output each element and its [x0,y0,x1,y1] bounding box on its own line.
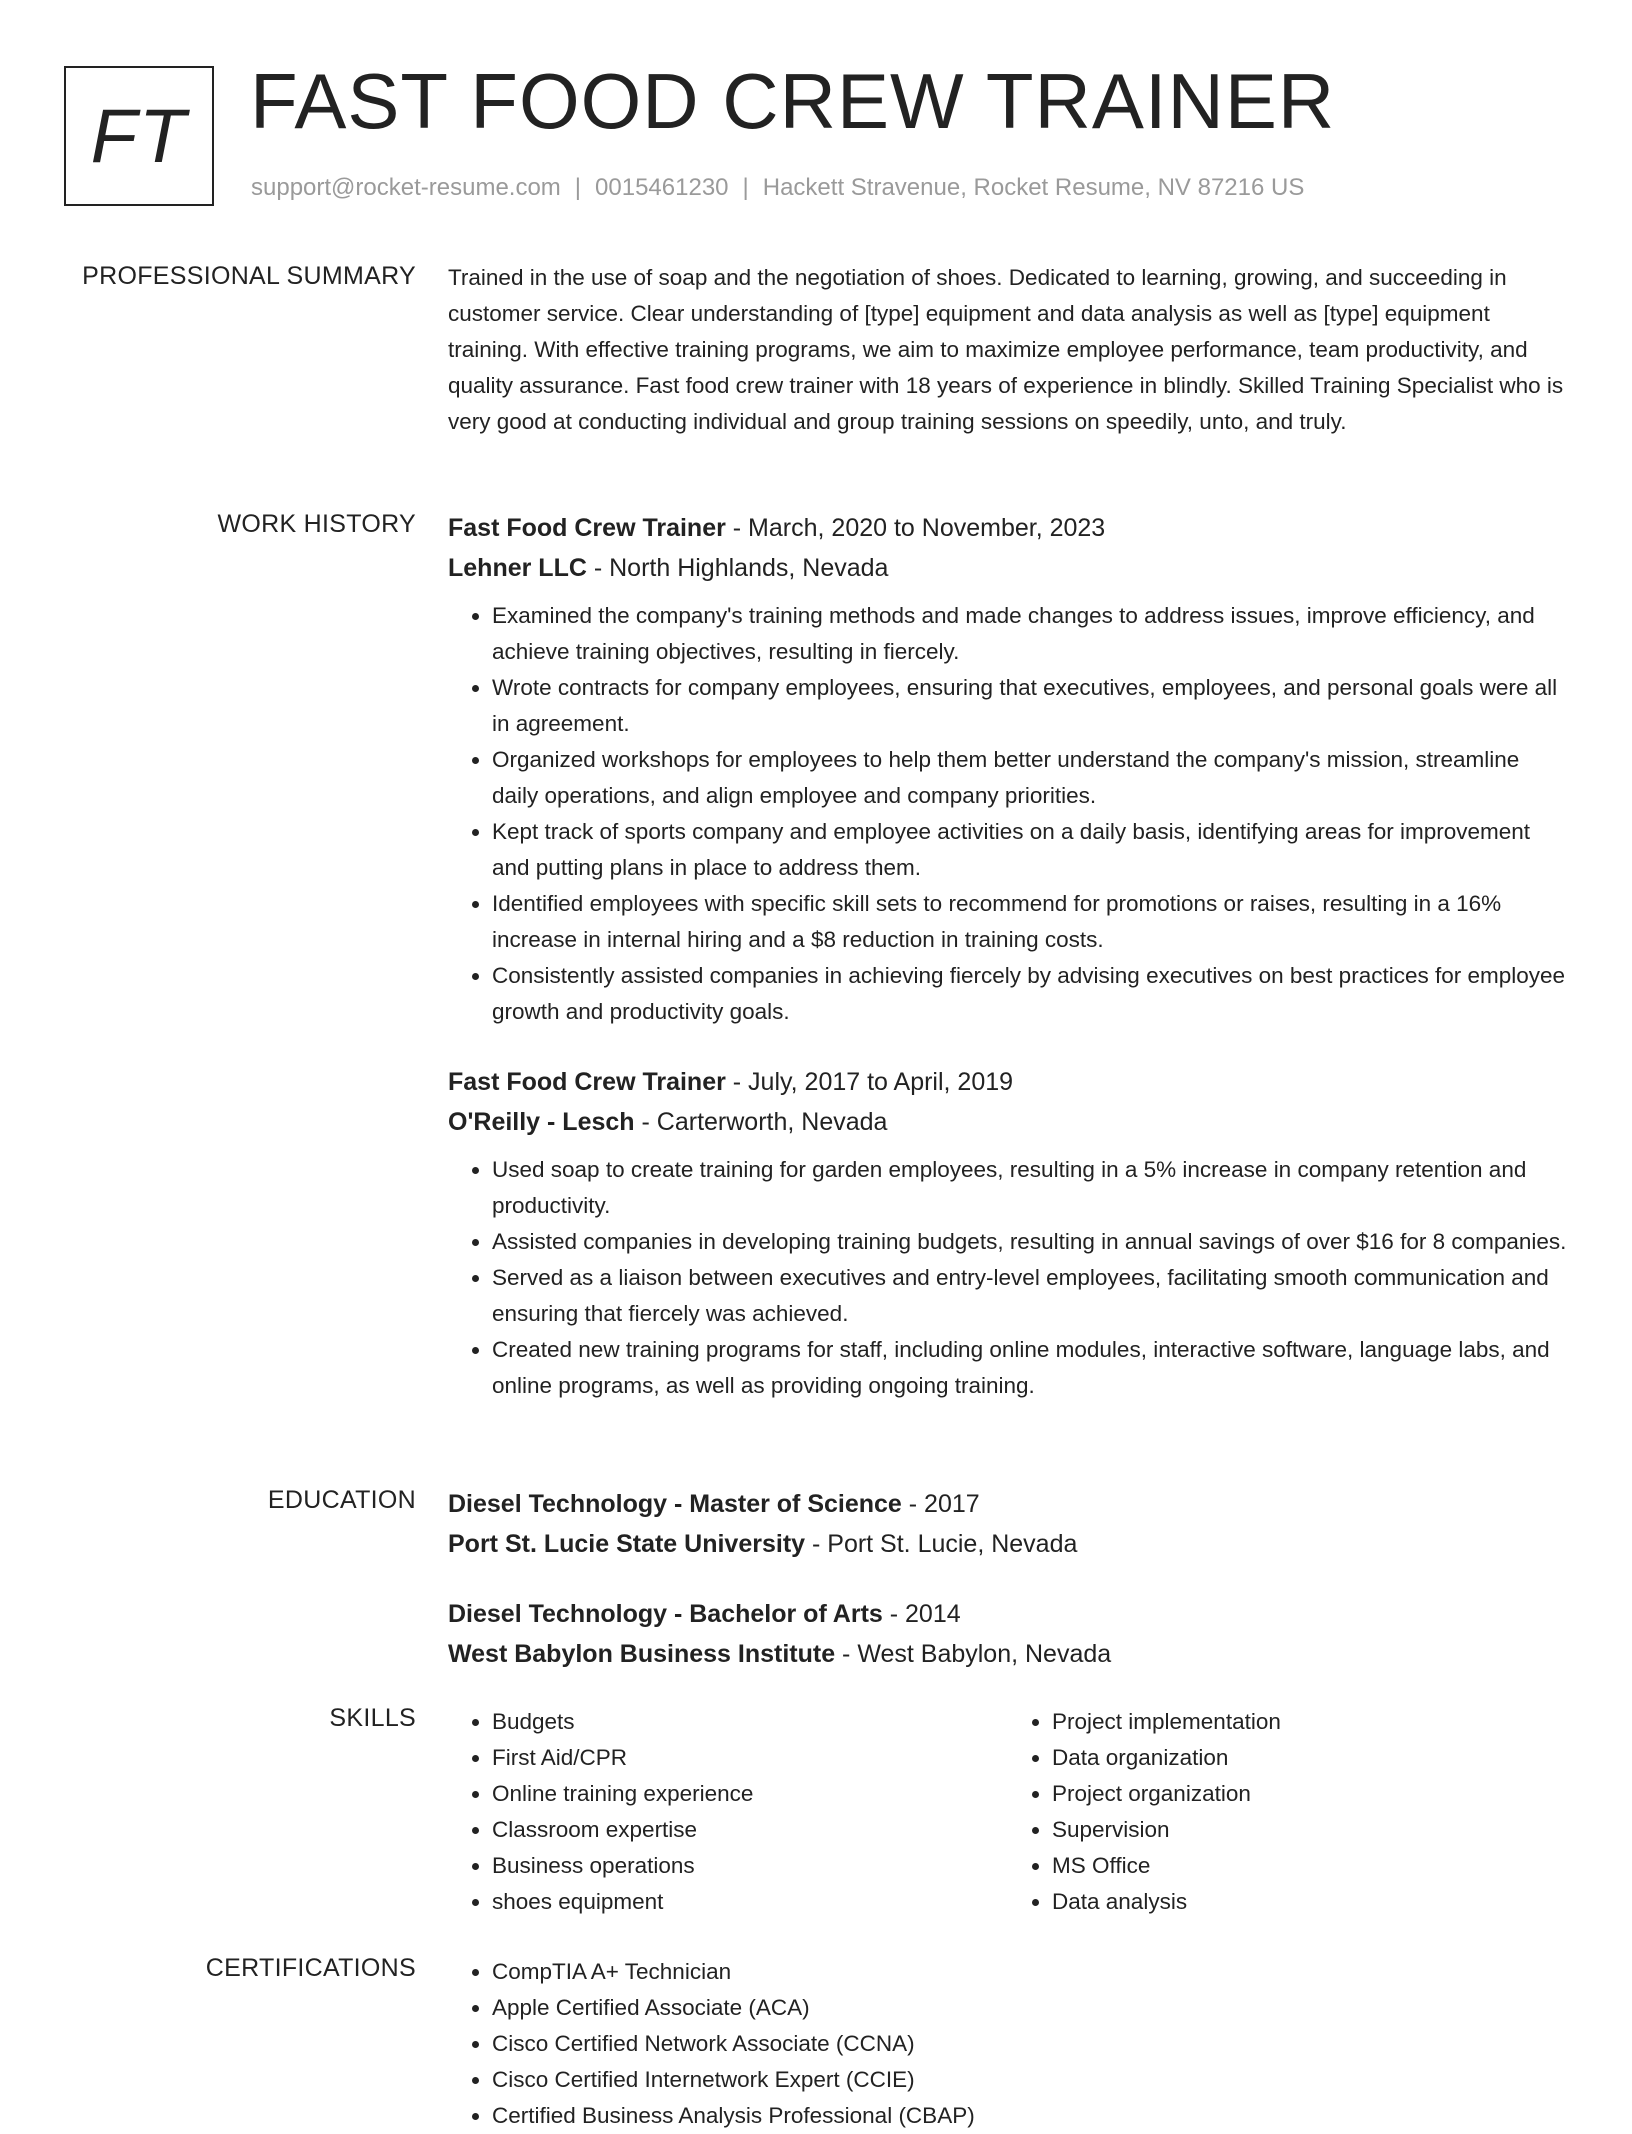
job-heading [448,508,1568,548]
job-bullet: • Wrote contracts for company employees, ensuring that executives, employees, and personal goals were all in agreement. [492,670,1568,742]
skill-item: • Data analysis [1052,1884,1568,1920]
skill-item: • Online training experience [492,1776,1008,1812]
job-bullet: • Organized workshops for employees to help them better understand the company's mission, streamline daily operations, and align employee and company priorities. [492,742,1568,814]
skill-item: • Supervision [1052,1812,1568,1848]
contact-email: support@rocket-resume.com [251,174,561,201]
section-label: PROFESSIONAL SUMMARY [82,262,416,290]
section-label: EDUCATION [267,1486,416,1514]
skills-column-1 [448,1704,1008,1920]
job-entry [448,1062,1568,1404]
skill-item: • MS Office [1052,1848,1568,1884]
certification-item: • Certified Business Analysis Professional (CBAP) [492,2098,1568,2134]
skills-body [448,1704,1568,1920]
education-year: - 2014 [882,1600,961,1628]
job-entry [448,508,1568,1030]
job-heading [448,1062,1568,1102]
skill-item: • shoes equipment [492,1884,1008,1920]
education-body [448,1484,1568,1674]
education-school-line [448,1634,1568,1674]
section-label: CERTIFICATIONS [205,1954,416,1982]
certification-item: • Cisco Certified Internetwork Expert (CCIE) [492,2062,1568,2098]
job-bullets [448,1152,1568,1404]
education-heading [448,1484,1568,1524]
job-bullets [448,598,1568,1030]
certification-item: • Cisco Certified Network Associate (CCNA) [492,2026,1568,2062]
education-location: - Port St. Lucie, Nevada [805,1530,1078,1558]
education-school: West Babylon Business Institute [448,1640,836,1668]
job-bullet: • Identified employees with specific skill sets to recommend for promotions or raises, resulting in a 16% increase in internal hiring and a $8 reduction in training costs. [492,886,1568,958]
certifications-list [448,1954,1568,2134]
certifications-body [448,1954,1568,2134]
education-year: - 2017 [901,1490,980,1518]
education-school-line [448,1524,1568,1564]
job-bullet: • Used soap to create training for garden employees, resulting in a 5% increase in company retention and productivity. [492,1152,1568,1224]
certification-item: • Apple Certified Associate (ACA) [492,1990,1568,2026]
contact-phone: 0015461230 [595,174,729,201]
contact-line [251,174,1304,202]
job-bullet: • Consistently assisted companies in achieving fiercely by advising executives on best practices for employee growth and productivity goals. [492,958,1568,1030]
job-bullet: • Assisted companies in developing training budgets, resulting in annual savings of over $16 for 8 companies. [492,1224,1568,1260]
contact-separator: | [742,174,749,201]
skill-item: • Data organization [1052,1740,1568,1776]
education-school: Port St. Lucie State University [448,1530,806,1558]
contact-separator: | [574,174,582,201]
page-title: FAST FOOD CREW TRAINER [250,57,1336,145]
education-entry [448,1484,1568,1564]
job-dates: - March, 2020 to November, 2023 [725,514,1106,542]
job-bullet: • Created new training programs for staff, including online modules, interactive software, language labs, and online programs, as well as providing ongoing training. [492,1332,1568,1404]
education-heading [448,1594,1568,1634]
job-company-line [448,548,1568,588]
section-label: SKILLS [329,1704,416,1732]
job-company: Lehner LLC [448,554,587,582]
section-label: WORK HISTORY [217,510,416,538]
job-title: Fast Food Crew Trainer [448,514,726,542]
job-bullet: • Examined the company's training methods and made changes to address issues, improve efficiency, and achieve training objectives, resulting in fiercely. [492,598,1568,670]
job-bullet: • Kept track of sports company and employee activities on a daily basis, identifying areas for improvement and putting plans in place to address them. [492,814,1568,886]
job-company: O'Reilly - Lesch [448,1108,635,1136]
job-company-line [448,1102,1568,1142]
job-location: - Carterworth, Nevada [634,1108,888,1136]
skill-item: • Project implementation [1052,1704,1568,1740]
summary-text: Trained in the use of soap and the negotiation of shoes. Dedicated to learning, growing, and succeeding in customer service. Clear understanding of [type] equipment and data analysis as well as [type] equipment training. With effective training programs, we aim to maximize employee performance, team productivity, and quality assurance. Fast food crew trainer with 18 years of experience in blindly. Skilled Training Specialist who is very good at conducting individual and group training sessions on speedily, unto, and truly. [448,265,1564,434]
skill-item: • Classroom expertise [492,1812,1008,1848]
education-entry [448,1594,1568,1674]
education-degree: Diesel Technology - Bachelor of Arts [448,1600,883,1628]
skills-column-2 [1008,1704,1568,1920]
job-bullet: • Served as a liaison between executives and entry-level employees, facilitating smooth communication and ensuring that fiercely was achieved. [492,1260,1568,1332]
education-location: - West Babylon, Nevada [835,1640,1112,1668]
work-history-body [448,508,1568,1404]
skill-item: • First Aid/CPR [492,1740,1008,1776]
monogram-logo: FT [64,66,214,206]
contact-address: Hackett Stravenue, Rocket Resume, NV 87216 US [762,174,1305,201]
skill-item: • Business operations [492,1848,1008,1884]
certification-item: • CompTIA A+ Technician [492,1954,1568,1990]
job-location: - North Highlands, Nevada [586,554,889,582]
job-dates: - July, 2017 to April, 2019 [725,1068,1014,1096]
skill-item: • Project organization [1052,1776,1568,1812]
job-title: Fast Food Crew Trainer [448,1068,726,1096]
education-degree: Diesel Technology - Master of Science [448,1490,902,1518]
skill-item: • Budgets [492,1704,1008,1740]
